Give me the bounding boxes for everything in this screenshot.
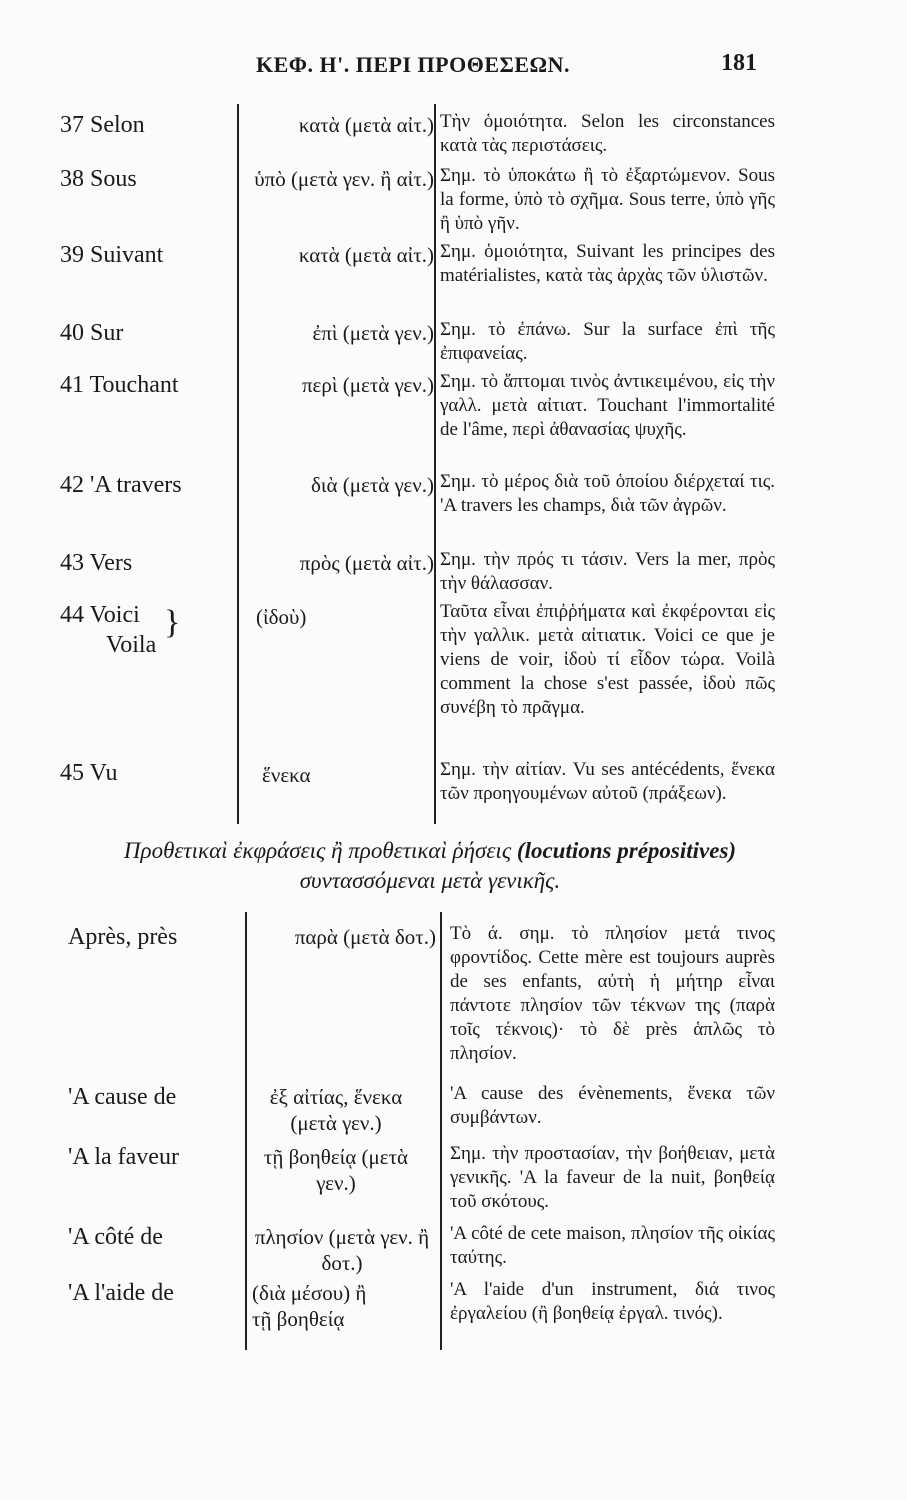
preposition: κατὰ (μετὰ αἰτ.) bbox=[298, 243, 434, 267]
preposition: ἐπὶ (μετὰ γεν.) bbox=[312, 321, 434, 345]
term: 44 Voici bbox=[60, 602, 140, 628]
term: 'A l'aide de bbox=[68, 1280, 174, 1306]
chapter-title: ΚΕΦ. Η'. ΠΕΡΙ ΠΡΟΘΕΣΕΩΝ. bbox=[256, 52, 571, 77]
term: 41 Touchant bbox=[60, 372, 179, 398]
preposition bbox=[256, 604, 376, 630]
section-heading-french: (locutions prépositives) bbox=[516, 838, 737, 863]
preposition bbox=[262, 762, 382, 788]
preposition-text: (ἰδοὺ) bbox=[256, 605, 307, 629]
brace-glyph: } bbox=[164, 604, 181, 641]
preposition: (διὰ μέσου) ἢ τῇ βοηθείᾳ bbox=[252, 1281, 367, 1331]
explanation: Τὸ ά. σημ. τὸ πλησίον μετά τινος φροντίδος. Cette mère est toujours auprès de ses enfants, αὐτὴ ἡ μήτηρ εἶναι πάντοτε πλησίον τῶν τέκνων της (παρὰ τοῖς τέκνοις)· τὸ δὲ près ἁπλῶς τὸ πλησίον. bbox=[450, 923, 775, 1064]
preposition: ὑπὸ (μετὰ γεν. ἢ αἰτ.) bbox=[254, 167, 434, 191]
preposition: περὶ (μετὰ γεν.) bbox=[301, 373, 434, 397]
explanation: Σημ. τὴν πρός τι τάσιν. Vers la mer, πρὸς τὴν θάλασσαν. bbox=[440, 549, 775, 594]
column-rule-left bbox=[237, 104, 239, 824]
explanation: 'A côté de cete maison, πλησίον τῆς οἰκίας ταύτης. bbox=[450, 1223, 775, 1268]
column-rule-right bbox=[434, 104, 436, 824]
preposition: ἐξ αἰτίας, ἕνεκα (μετὰ γεν.) bbox=[269, 1085, 403, 1135]
term-secondary: Voila bbox=[106, 632, 157, 658]
column-rule-left-2 bbox=[245, 912, 247, 1350]
running-header bbox=[0, 52, 907, 88]
explanation: Σημ. τὸ ἐπάνω. Sur la surface ἐπὶ τῆς ἐπιφανείας. bbox=[440, 319, 775, 364]
term: 'A la faveur bbox=[68, 1144, 179, 1170]
explanation: Σημ. τὸ ἅπτομαι τινὸς ἀντικειμένου, εἰς τὴν γαλλ. μετὰ αἰτιατ. Touchant l'immortalité de l'âme, περὶ ἀθανασίας ψυχῆς. bbox=[440, 371, 775, 440]
term: 42 'A travers bbox=[60, 472, 182, 498]
term: 39 Suivant bbox=[60, 242, 164, 268]
preposition-text: ἕνεκα bbox=[262, 763, 311, 787]
explanation: Σημ. τὴν αἰτίαν. Vu ses antécédents, ἕνεκα τῶν προηγουμένων αὐτοῦ (πράξεων). bbox=[440, 759, 775, 804]
preposition: τῇ βοηθείᾳ (μετὰ γεν.) bbox=[263, 1145, 409, 1195]
term: 43 Vers bbox=[60, 550, 133, 576]
preposition: κατὰ (μετὰ αἰτ.) bbox=[298, 113, 434, 137]
term: 'A côté de bbox=[68, 1224, 163, 1250]
preposition: παρὰ (μετὰ δοτ.) bbox=[294, 925, 436, 949]
term: 38 Sous bbox=[60, 166, 137, 192]
explanation: Σημ. τὴν προστασίαν, τὴν βοήθειαν, μετὰ γενικῆς. 'A la faveur de la nuit, βοηθείᾳ τοῦ σκότους. bbox=[450, 1143, 775, 1212]
term: 40 Sur bbox=[60, 320, 124, 346]
preposition: πρὸς (μετὰ αἰτ.) bbox=[299, 551, 434, 575]
section-heading bbox=[70, 836, 790, 896]
section-heading-line1 bbox=[70, 836, 790, 866]
term: Après, près bbox=[68, 924, 178, 950]
preposition: πλησίον (μετὰ γεν. ἢ δοτ.) bbox=[254, 1225, 430, 1275]
column-rule-right-2 bbox=[440, 912, 442, 1350]
section-heading-greek: Προθετικαὶ ἐκφράσεις ἢ προθετικαὶ ῥήσεις bbox=[123, 838, 512, 863]
term: 37 Selon bbox=[60, 112, 145, 138]
term: 45 Vu bbox=[60, 760, 118, 786]
explanation: Σημ. τὸ μέρος διὰ τοῦ ὁποίου διέρχεταί τις. 'A travers les champs, διὰ τῶν ἀγρῶν. bbox=[440, 471, 775, 516]
explanation: Ταῦτα εἶναι ἐπιῤῥήματα καὶ ἐκφέρονται εἰς τὴν γαλλικ. μετὰ αἰτιατικ. Voici ce que je viens de voir, ἰδοὺ τί εἶδον τώρα. Voilà comment la chose s'est passée, ἰδοὺ πῶς συνέβη τὸ πρᾶγμα. bbox=[440, 601, 775, 718]
section-heading-line2: συντασσόμεναι μετὰ γενικῆς. bbox=[299, 868, 561, 893]
explanation: Σημ. ὁμοιότητα, Suivant les principes des matérialistes, κατὰ τὰς ἀρχὰς τῶν ὑλιστῶν. bbox=[440, 241, 775, 286]
preposition: διὰ (μετὰ γεν.) bbox=[310, 473, 434, 497]
explanation: Σημ. τὸ ὑποκάτω ἢ τὸ ἐξαρτώμενον. Sous la forme, ὑπὸ τὸ σχῆμα. Sous terre, ὑπὸ γῆς ἢ ὑπὸ γῆν. bbox=[440, 165, 775, 234]
explanation: 'A cause des évènements, ἕνεκα τῶν συμβάντων. bbox=[450, 1083, 775, 1128]
term: 'A cause de bbox=[68, 1084, 177, 1110]
explanation: 'A l'aide d'un instrument, διά τινος ἐργαλείου (ἢ βοηθείᾳ ἐργαλ. τινός). bbox=[450, 1279, 775, 1324]
page-number: 181 bbox=[721, 50, 757, 76]
explanation: Τὴν ὁμοιότητα. Selon les circonstances κατὰ τὰς περιστάσεις. bbox=[440, 111, 775, 156]
